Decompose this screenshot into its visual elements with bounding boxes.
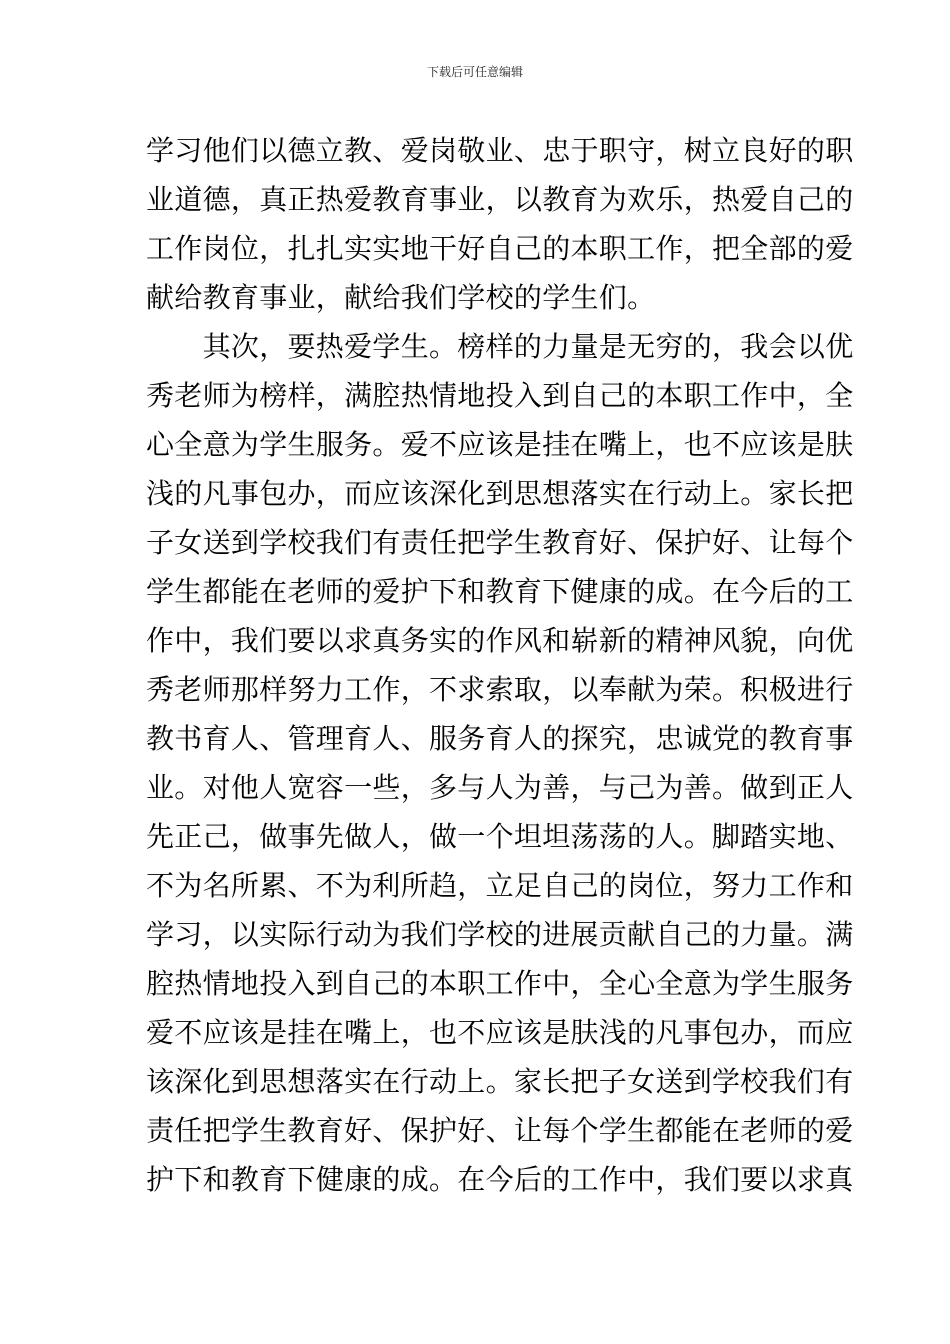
text-line: 护下和教育下健康的成。在今后的工作中，我们要以求真 — [146, 1163, 854, 1196]
text-line: 秀老师为榜样，满腔热情地投入到自己的本职工作中，全 — [146, 379, 854, 412]
text-line: 业。对他人宽容一些，多与人为善，与己为善。做到正人 — [146, 771, 854, 804]
text-line: 心全意为学生服务。爱不应该是挂在嘴上，也不应该是肤 — [146, 428, 854, 461]
text-line: 责任把学生教育好、保护好、让每个学生都能在老师的爱 — [146, 1114, 854, 1147]
text-line: 学生都能在老师的爱护下和教育下健康的成。在今后的工 — [146, 575, 854, 608]
text-line: 学习，以实际行动为我们学校的进展贡献自己的力量。满 — [146, 918, 854, 951]
text-line: 教书育人、管理育人、服务育人的探究，忠诚党的教育事 — [146, 722, 854, 755]
text-line: 工作岗位，扎扎实实地干好自己的本职工作，把全部的爱 — [146, 232, 854, 265]
text-line: 先正己，做事先做人，做一个坦坦荡荡的人。脚踏实地、 — [146, 820, 854, 853]
text-line: 业道德，真正热爱教育事业，以教育为欢乐，热爱自己的 — [146, 183, 854, 216]
text-line: 子女送到学校我们有责任把学生教育好、保护好、让每个 — [146, 526, 854, 559]
text-line: 爱不应该是挂在嘴上，也不应该是肤浅的凡事包办，而应 — [146, 1016, 854, 1049]
text-line: 浅的凡事包办，而应该深化到思想落实在行动上。家长把 — [146, 477, 854, 510]
text-line: 其次，要热爱学生。榜样的力量是无穷的，我会以优 — [146, 330, 854, 363]
text-line: 学习他们以德立教、爱岗敬业、忠于职守，树立良好的职 — [146, 134, 854, 167]
text-line: 腔热情地投入到自己的本职工作中，全心全意为学生服务 — [146, 967, 854, 1000]
text-line: 秀老师那样努力工作，不求索取，以奉献为荣。积极进行 — [146, 673, 854, 706]
text-line: 该深化到思想落实在行动上。家长把子女送到学校我们有 — [146, 1065, 854, 1098]
page-header: 下载后可任意编辑 — [426, 65, 523, 79]
text-line: 作中，我们要以求真务实的作风和崭新的精神风貌，向优 — [146, 624, 854, 657]
text-line: 献给教育事业，献给我们学校的学生们。 — [146, 281, 656, 314]
document-body — [146, 126, 854, 1204]
text-line: 不为名所累、不为利所趋，立足自己的岗位，努力工作和 — [146, 869, 854, 902]
